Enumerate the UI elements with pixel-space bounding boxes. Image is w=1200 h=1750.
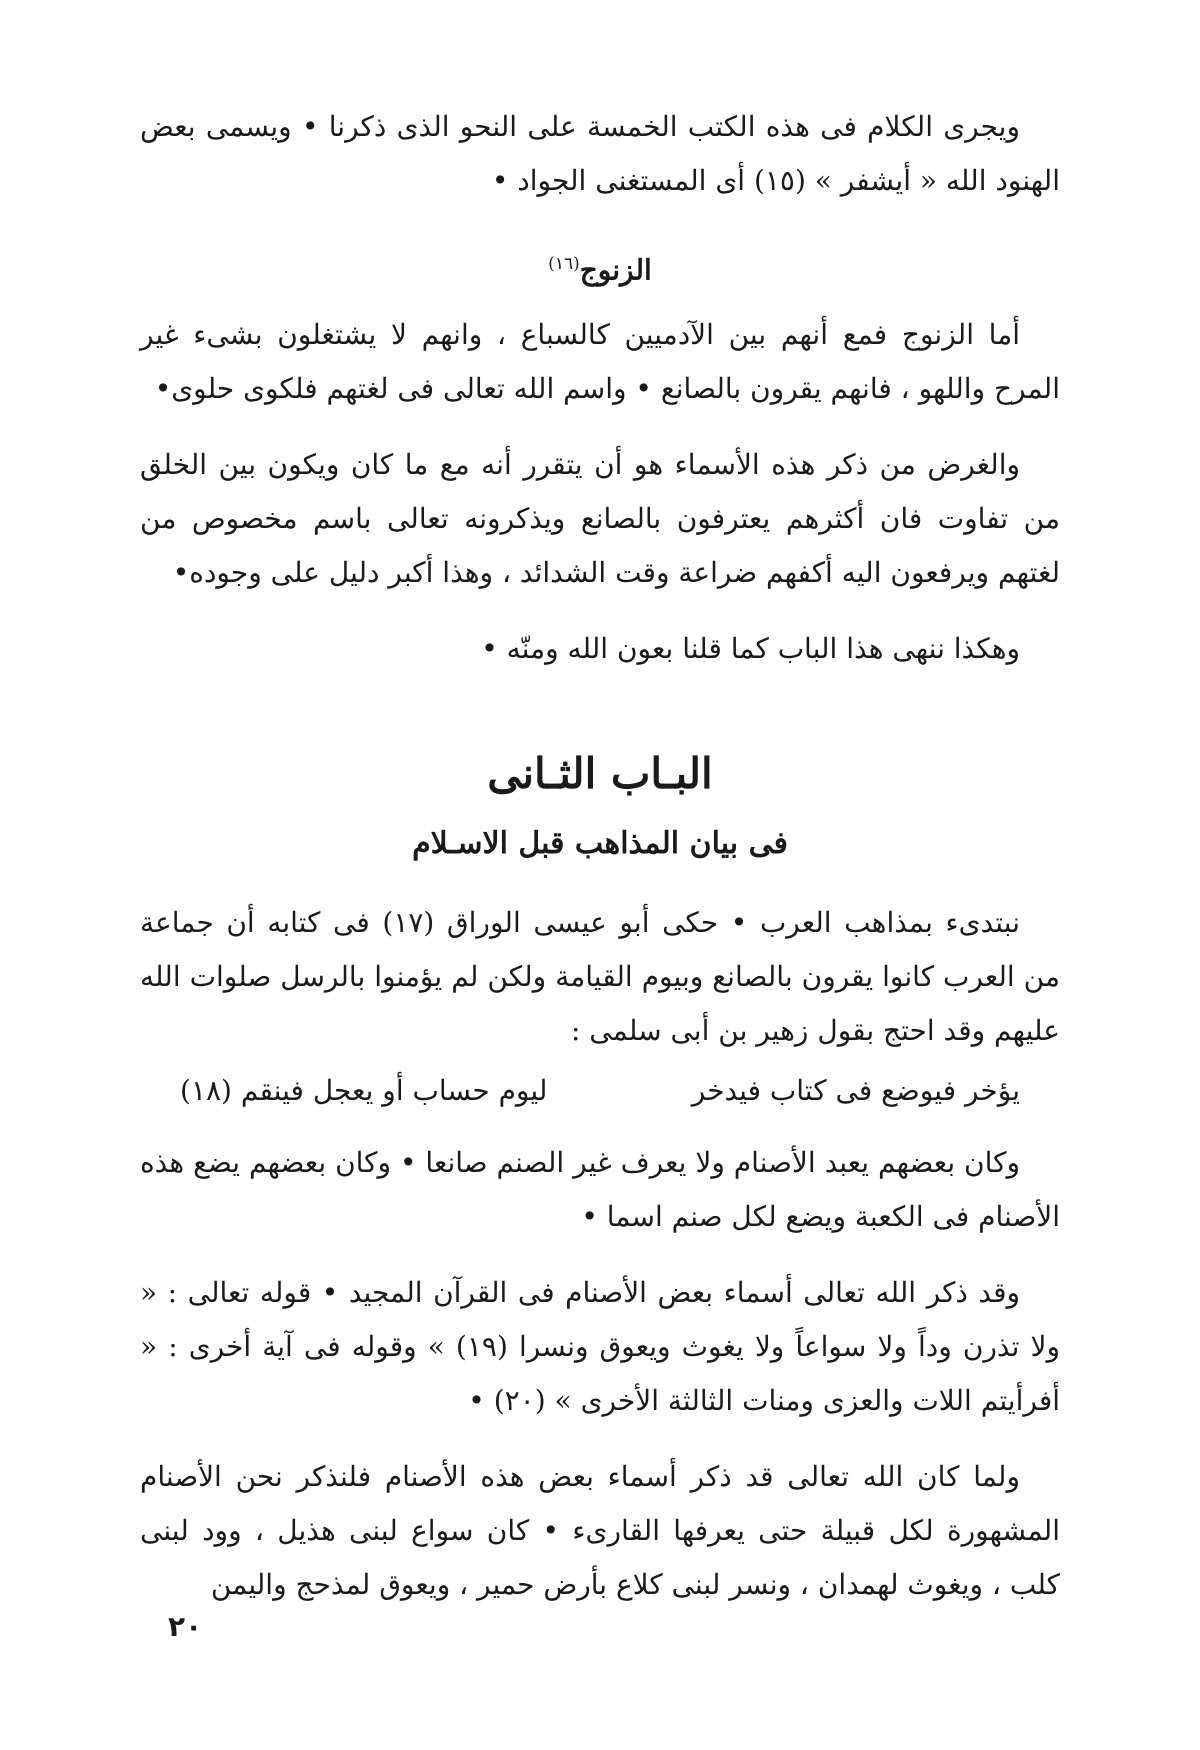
paragraph-purpose-of-names: والغرض من ذكر هذه الأسماء هو أن يتقرر أنه مع ما كان ويكون بين الخلق من تفاوت فان أكثرهم يعترفون بالصانع ويذكرونه تعالى باسم مخصوص من لغتهم ويرفعون اليه أكفهم ضراعة وقت الشدائد ، وهذا أكبر دليل على وجوده• — [140, 448, 1060, 590]
page-number: ٢٠ — [168, 1610, 203, 1643]
paragraph-tribal-idols: ولما كان الله تعالى قد ذكر أسماء بعض هذه الأصنام فلنذكر نحن الأصنام المشهورة لكل قبيلة حتى يعرفها القارىء • كان سواع لبنى هذيل ، وود لبنى كلب ، ويغوث لهمدان ، ونسر لبنى كلاع بأرض حمير ، ويعوق لمذحج واليمن — [140, 1460, 1060, 1602]
section-heading-zunuj — [140, 244, 1060, 290]
paragraph-zunuj: أما الزنوج فمع أنهم بين الآدميين كالسباع ، وانهم لا يشتغلون بشىء غير المرح واللهو ، فانهم يقرون بالصانع • واسم الله تعالى فى لغتهم فلكوى حلوى• — [140, 318, 1060, 406]
chapter-subtitle: فى بيان المذاهب قبل الاسـلام — [412, 826, 788, 862]
paragraph-arab-beliefs: نبتدىء بمذاهب العرب • حكى أبو عيسى الوراق (١٧) فى كتابه أن جماعة من العرب كانوا يقرون بالصانع وبيوم القيامة ولكن لم يؤمنوا بالرسل صلوات الله عليهم وقد احتج بقول زهير بن أبى سلمى : — [140, 906, 1060, 1048]
chapter-title: البـاب الثـانى — [487, 749, 713, 799]
verse-first-hemistich: يؤخر فيوضع فى كتاب فيدخر — [691, 1074, 1020, 1108]
paragraph-chapter-end: وهكذا ننهى هذا الباب كما قلنا بعون الله ومنّه • — [481, 632, 1020, 666]
paragraph-idol-worship: وكان بعضهم يعبد الأصنام ولا يعرف غير الصنم صانعا • وكان بعضهم يضع هذه الأصنام فى الكعبة ويضع لكل صنم اسما • — [140, 1146, 1060, 1234]
verse-second-hemistich: ليوم حساب أو يعجل فينقم (١٨) — [180, 1074, 548, 1108]
paragraph-hindu-names: ويجرى الكلام فى هذه الكتب الخمسة على النحو الذى ذكرنا • ويسمى بعض الهنود الله « أيشفر » (١٥) أى المستغنى الجواد • — [140, 110, 1060, 197]
document-page — [140, 100, 1060, 1700]
section-heading-text: الزنوج — [579, 253, 652, 287]
footnote-ref-16: (١٦) — [548, 254, 580, 274]
poetry-verse — [140, 1064, 1060, 1118]
paragraph-quran-idols: وقد ذكر الله تعالى أسماء بعض الأصنام فى القرآن المجيد • قوله تعالى : « ولا تذرن وداً ولا سواعاً ولا يغوث ويعوق ونسرا (١٩) » وقوله فى آية أخرى : « أفرأيتم اللات والعزى ومنات الثالثة الأخرى » (٢٠) • — [140, 1276, 1060, 1418]
